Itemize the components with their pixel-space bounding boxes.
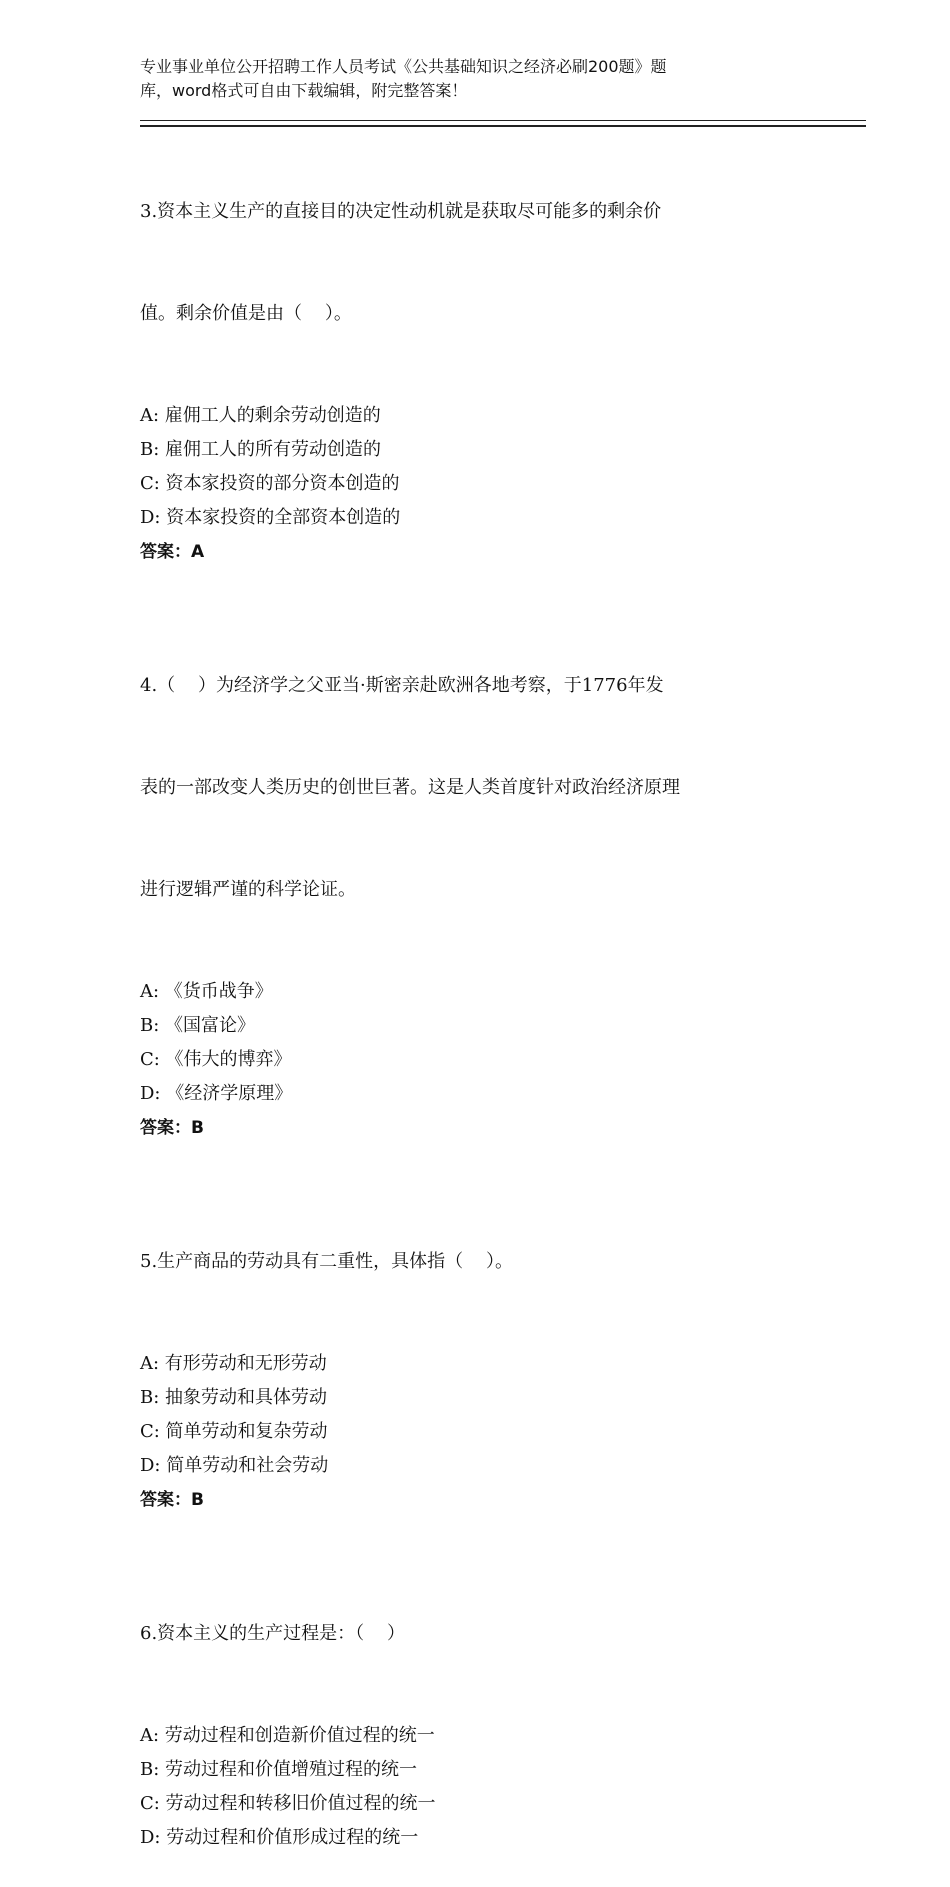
question-3 <box>140 127 840 569</box>
stem-line: 表的一部改变人类历史的创世巨著。这是人类首度针对政治经济原理 <box>140 777 680 798</box>
option-c: C: 资本家投资的部分资本创造的 <box>140 473 400 494</box>
question-6 <box>140 1549 840 1855</box>
option-c: C: 《伟大的博弈》 <box>140 1049 292 1070</box>
question-stem <box>140 1549 800 1719</box>
option-a: A: 劳动过程和创造新价值过程的统一 <box>140 1725 435 1746</box>
question-list <box>140 127 840 1887</box>
answer: 答案：A <box>140 542 205 562</box>
header-divider <box>140 120 866 127</box>
stem-line: 5.生产商品的劳动具有二重性，具体指（ ）。 <box>140 1251 514 1272</box>
option-d: D: 简单劳动和社会劳动 <box>140 1455 329 1476</box>
option-b: B: 抽象劳动和具体劳动 <box>140 1387 328 1408</box>
stem-line: 4.（ ）为经济学之父亚当·斯密亲赴欧洲各地考察，于1776年发 <box>140 675 664 696</box>
option-a: A: 雇佣工人的剩余劳动创造的 <box>140 405 381 426</box>
option-a: A: 有形劳动和无形劳动 <box>140 1353 327 1374</box>
option-d: D: 劳动过程和价值形成过程的统一 <box>140 1827 419 1848</box>
question-stem <box>140 127 800 399</box>
stem-line: 值。剩余价值是由（ ）。 <box>140 303 352 324</box>
option-d: D: 资本家投资的全部资本创造的 <box>140 507 401 528</box>
stem-line: 6.资本主义的生产过程是：（ ） <box>140 1623 406 1644</box>
document-header <box>140 55 780 103</box>
option-b: B: 《国富论》 <box>140 1015 256 1036</box>
option-c: C: 劳动过程和转移旧价值过程的统一 <box>140 1793 436 1814</box>
option-c: C: 简单劳动和复杂劳动 <box>140 1421 328 1442</box>
stem-line: 3.资本主义生产的直接目的决定性动机就是获取尽可能多的剩余价 <box>140 201 662 222</box>
question-4 <box>140 601 840 1145</box>
option-d: D: 《经济学原理》 <box>140 1083 293 1104</box>
stem-line: 进行逻辑严谨的科学论证。 <box>140 879 356 900</box>
header-line: 库，word格式可自由下载编辑，附完整答案！ <box>140 81 468 100</box>
question-stem <box>140 601 800 975</box>
header-line: 专业事业单位公开招聘工作人员考试《公共基础知识之经济必刷200题》题 <box>140 57 667 76</box>
option-a: A: 《货币战争》 <box>140 981 273 1002</box>
option-b: B: 雇佣工人的所有劳动创造的 <box>140 439 382 460</box>
option-b: B: 劳动过程和价值增殖过程的统一 <box>140 1759 418 1780</box>
answer: 答案：B <box>140 1118 204 1138</box>
answer: 答案：B <box>140 1490 204 1510</box>
question-stem <box>140 1177 800 1347</box>
question-5 <box>140 1177 840 1517</box>
